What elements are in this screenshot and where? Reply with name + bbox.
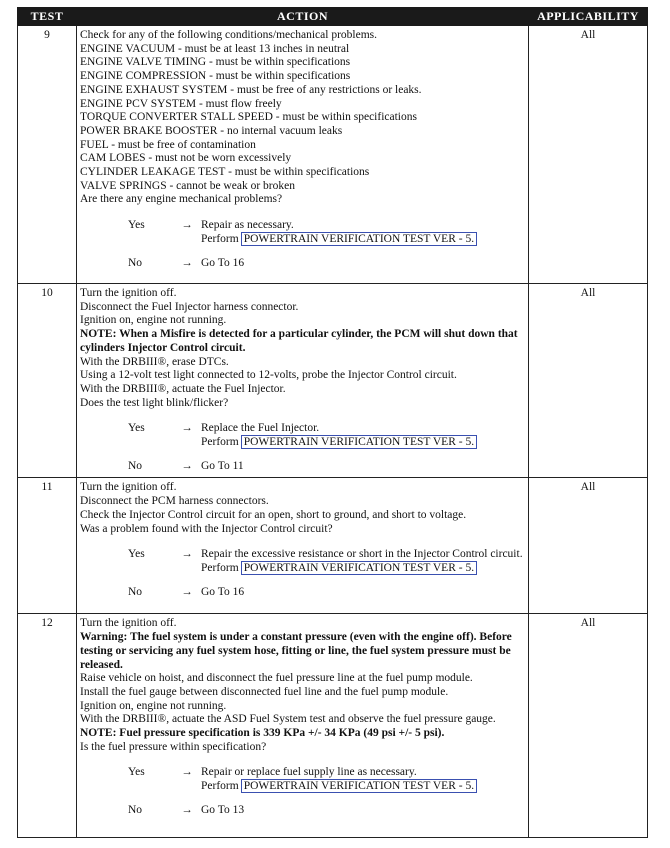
- table-row: [18, 26, 648, 284]
- verification-test-link[interactable]: POWERTRAIN VERIFICATION TEST VER - 5.: [241, 435, 477, 449]
- action-line: FUEL - must be free of contamination: [80, 138, 256, 151]
- no-response: [80, 257, 524, 271]
- no-goto[interactable]: Go To 13: [201, 803, 245, 816]
- yes-text: Repair as necessary.: [201, 219, 294, 232]
- yes-label: Yes: [128, 219, 145, 232]
- arrow-icon: →: [181, 803, 193, 816]
- yes-label: Yes: [128, 548, 145, 561]
- action-cell: [77, 26, 529, 284]
- test-number: 10: [18, 284, 77, 478]
- no-response: [80, 586, 524, 600]
- question-line: Are there any engine mechanical problems?: [80, 193, 283, 206]
- perform-label: Perform: [201, 780, 239, 793]
- action-line: Ignition on, engine not running.: [80, 314, 227, 327]
- yes-response: [80, 766, 524, 793]
- action-line: Disconnect the Fuel Injector harness connector.: [80, 300, 299, 313]
- arrow-icon: →: [181, 256, 193, 269]
- no-label: No: [128, 459, 143, 472]
- arrow-icon: →: [181, 459, 193, 472]
- note-text: NOTE: Fuel pressure specification is 339 KPa +/- 34 KPa (49 psi +/- 5 psi).: [80, 727, 445, 740]
- no-goto[interactable]: Go To 16: [201, 256, 245, 269]
- action-line: ENGINE PCV SYSTEM - must flow freely: [80, 97, 282, 110]
- perform-label: Perform: [201, 561, 239, 574]
- header-applicability: APPLICABILITY: [529, 8, 648, 26]
- question-line: Does the test light blink/flicker?: [80, 396, 229, 409]
- action-line: TORQUE CONVERTER STALL SPEED - must be within specifications: [80, 111, 417, 124]
- action-line: ENGINE VACUUM - must be at least 13 inches in neutral: [80, 42, 350, 55]
- test-number: 12: [18, 614, 77, 838]
- yes-text: Repair the excessive resistance or short in the Injector Control circuit.: [201, 548, 523, 561]
- action-line: With the DRBIII®, erase DTCs.: [80, 355, 229, 368]
- table-row: [18, 614, 648, 838]
- yes-response: [80, 219, 524, 246]
- applicability-cell: All: [529, 26, 648, 284]
- table-row: [18, 284, 648, 478]
- no-goto[interactable]: Go To 11: [201, 459, 244, 472]
- yes-label: Yes: [128, 766, 145, 779]
- verification-test-link[interactable]: POWERTRAIN VERIFICATION TEST VER - 5.: [241, 561, 477, 575]
- arrow-icon: →: [181, 219, 193, 232]
- action-line: POWER BRAKE BOOSTER - no internal vacuum leaks: [80, 124, 343, 137]
- applicability-cell: All: [529, 284, 648, 478]
- applicability-cell: All: [529, 478, 648, 614]
- action-line: Disconnect the PCM harness connectors.: [80, 495, 269, 508]
- action-line: Install the fuel gauge between disconnected fuel line and the fuel pump module.: [80, 685, 449, 698]
- action-line: ENGINE EXHAUST SYSTEM - must be free of any restrictions or leaks.: [80, 83, 422, 96]
- action-line: ENGINE VALVE TIMING - must be within specifications: [80, 56, 351, 69]
- action-line: With the DRBIII®, actuate the Fuel Injector.: [80, 382, 286, 395]
- arrow-icon: →: [181, 548, 193, 561]
- yes-response: [80, 422, 524, 449]
- perform-label: Perform: [201, 232, 239, 245]
- arrow-icon: →: [181, 766, 193, 779]
- action-line: CAM LOBES - must not be worn excessively: [80, 152, 292, 165]
- test-number: 9: [18, 26, 77, 284]
- no-response: [80, 804, 524, 818]
- action-line: Raise vehicle on hoist, and disconnect the fuel pressure line at the fuel pump module.: [80, 672, 473, 685]
- yes-text: Replace the Fuel Injector.: [201, 422, 320, 435]
- action-cell: [77, 284, 529, 478]
- action-cell: [77, 614, 529, 838]
- question-line: Was a problem found with the Injector Control circuit?: [80, 522, 333, 535]
- action-line: With the DRBIII®, actuate the ASD Fuel System test and observe the fuel pressure gauge.: [80, 713, 496, 726]
- action-line: Check the Injector Control circuit for an open, short to ground, and short to voltage.: [80, 508, 467, 521]
- no-label: No: [128, 585, 143, 598]
- action-line: VALVE SPRINGS - cannot be weak or broken: [80, 179, 295, 192]
- verification-test-link[interactable]: POWERTRAIN VERIFICATION TEST VER - 5.: [241, 779, 477, 793]
- diagnostic-procedure-table: [17, 7, 648, 838]
- action-line: CYLINDER LEAKAGE TEST - must be within specifications: [80, 166, 370, 179]
- arrow-icon: →: [181, 422, 193, 435]
- applicability-cell: All: [529, 614, 648, 838]
- question-line: Is the fuel pressure within specification?: [80, 740, 267, 753]
- note-text: NOTE: When a Misfire is detected for a particular cylinder, the PCM will shut down that cylinders Injector Control circuit.: [80, 328, 518, 354]
- header-action: ACTION: [77, 8, 529, 26]
- test-number: 11: [18, 478, 77, 614]
- action-line: Turn the ignition off.: [80, 287, 177, 299]
- yes-response: [80, 548, 524, 575]
- no-goto[interactable]: Go To 16: [201, 585, 245, 598]
- action-line: Ignition on, engine not running.: [80, 699, 227, 712]
- table-row: [18, 478, 648, 614]
- verification-test-link[interactable]: POWERTRAIN VERIFICATION TEST VER - 5.: [241, 232, 477, 246]
- yes-text: Repair or replace fuel supply line as necessary.: [201, 766, 417, 779]
- arrow-icon: →: [181, 585, 193, 598]
- no-response: [80, 460, 524, 474]
- warning-text: Warning: The fuel system is under a constant pressure (even with the engine off). Before testing or servicing any fuel system hose, fitting or line, the fuel system pressure must be released.: [80, 631, 512, 671]
- action-cell: [77, 478, 529, 614]
- table-header-row: [18, 8, 648, 26]
- no-label: No: [128, 256, 143, 269]
- header-test: TEST: [18, 8, 77, 26]
- action-line: Turn the ignition off.: [80, 481, 177, 494]
- action-line: Check for any of the following conditions/mechanical problems.: [80, 29, 378, 41]
- action-line: Using a 12-volt test light connected to 12-volts, probe the Injector Control circuit.: [80, 369, 457, 382]
- action-line: Turn the ignition off.: [80, 617, 177, 630]
- action-line: ENGINE COMPRESSION - must be within specifications: [80, 70, 351, 83]
- no-label: No: [128, 803, 143, 816]
- perform-label: Perform: [201, 436, 239, 449]
- yes-label: Yes: [128, 422, 145, 435]
